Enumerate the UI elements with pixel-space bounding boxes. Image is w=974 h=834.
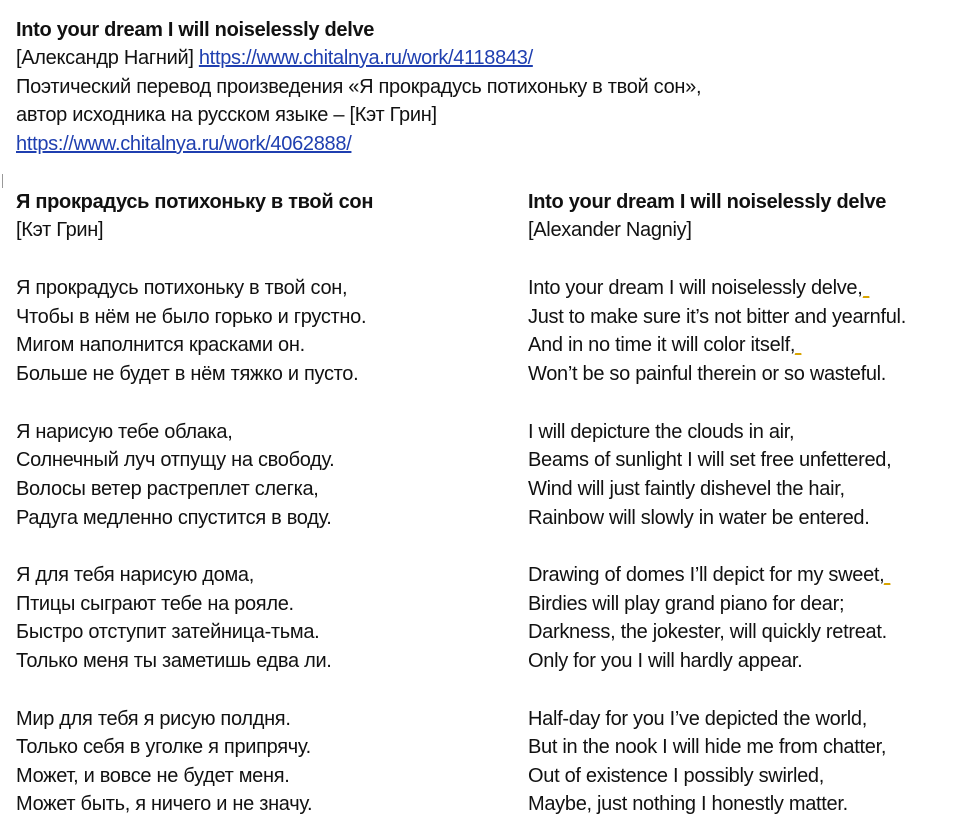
- original-line: Я нарисую тебе облака,: [16, 421, 233, 443]
- header-title: Into your dream I will noiselessly delve: [16, 19, 375, 41]
- translation-line: Beams of sunlight I will set free unfettered,: [528, 449, 892, 471]
- source-link[interactable]: https://www.chitalnya.ru/work/4062888/: [16, 133, 352, 155]
- translation-line: Wind will just faintly dishevel the hair,: [528, 478, 845, 500]
- intro-line-2: автор исходника на русском языке – [Кэт Грин]: [16, 104, 437, 126]
- original-author: [Кэт Грин]: [16, 219, 104, 241]
- translation-line-with-mark: [528, 331, 803, 359]
- translation-line: Out of existence I possibly swirled,: [528, 765, 824, 787]
- original-line: Мир для тебя я рисую полдня.: [16, 708, 291, 730]
- original-line: Может, и вовсе не будет меня.: [16, 765, 290, 787]
- original-line: Я для тебя нарисую дома,: [16, 564, 255, 586]
- original-line: Волосы ветер растреплет слегка,: [16, 478, 319, 500]
- original-line: Больше не будет в нём тяжко и пусто.: [16, 363, 359, 385]
- text-cursor: [2, 174, 3, 188]
- translation-line: Won’t be so painful therein or so wasteful.: [528, 363, 887, 385]
- translation-title: Into your dream I will noiselessly delve: [528, 191, 887, 213]
- translation-line: Birdies will play grand piano for dear;: [528, 593, 845, 615]
- original-line: Мигом наполнится красками он.: [16, 334, 305, 356]
- header-author-line: [16, 44, 533, 72]
- translation-line: Darkness, the jokester, will quickly retreat.: [528, 621, 887, 643]
- original-line: Чтобы в нём не было горько и грустно.: [16, 306, 367, 328]
- translation-line: But in the nook I will hide me from chatter,: [528, 736, 887, 758]
- translation-line: And in no time it will color itself,: [528, 334, 796, 356]
- translation-line: Rainbow will slowly in water be entered.: [528, 507, 870, 529]
- spellcheck-mark: [795, 347, 805, 355]
- translation-line: Maybe, just nothing I honestly matter.: [528, 793, 848, 815]
- original-line: Радуга медленно спустится в воду.: [16, 507, 332, 529]
- original-line: Я прокрадусь потихоньку в твой сон,: [16, 277, 348, 299]
- original-line: Только себя в уголке я припрячу.: [16, 736, 311, 758]
- translation-line: Half-day for you I’ve depicted the world,: [528, 708, 867, 730]
- original-line: Солнечный луч отпущу на свободу.: [16, 449, 335, 471]
- translation-line: Drawing of domes I’ll depict for my sweet,: [528, 564, 885, 586]
- translation-line: I will depicture the clouds in air,: [528, 421, 795, 443]
- header-author: [Александр Нагний]: [16, 47, 194, 69]
- original-line: Быстро отступит затейница-тьма.: [16, 621, 320, 643]
- translation-line-with-mark: [528, 561, 892, 589]
- spellcheck-mark: [862, 290, 872, 298]
- spellcheck-mark: [884, 577, 894, 585]
- author-link[interactable]: https://www.chitalnya.ru/work/4118843/: [198, 47, 533, 69]
- original-title: Я прокрадусь потихоньку в твой сон: [16, 191, 374, 213]
- original-line: Птицы сыграют тебе на рояле.: [16, 593, 294, 615]
- translation-line: Only for you I will hardly appear.: [528, 650, 803, 672]
- original-line: Может быть, я ничего и не значу.: [16, 793, 313, 815]
- translation-author: [Alexander Nagniy]: [528, 219, 692, 241]
- translation-line: Into your dream I will noiselessly delve,: [528, 277, 863, 299]
- original-line: Только меня ты заметишь едва ли.: [16, 650, 332, 672]
- translation-line-with-mark: [528, 274, 871, 302]
- translation-line: Just to make sure it’s not bitter and yearnful.: [528, 306, 906, 328]
- intro-line-1: Поэтический перевод произведения «Я прокрадусь потихоньку в твой сон»,: [16, 76, 702, 98]
